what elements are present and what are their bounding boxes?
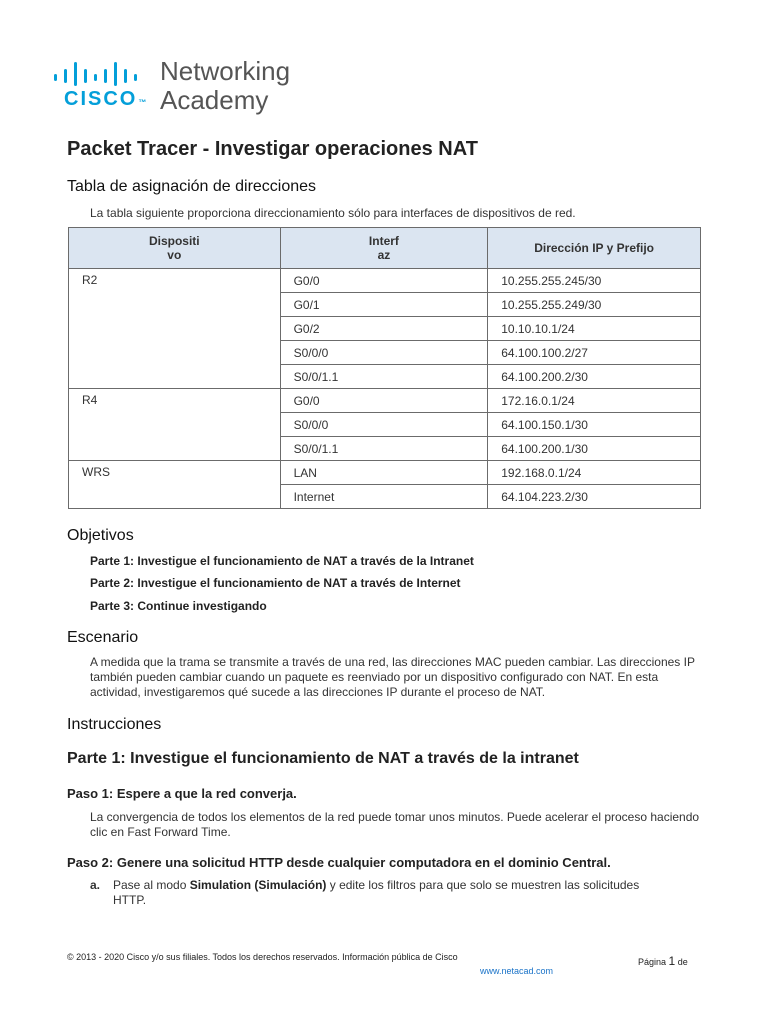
ip-cell: 172.16.0.1/24 bbox=[488, 389, 701, 413]
interface-cell: Internet bbox=[280, 485, 488, 509]
objective-item: Parte 1: Investigue el funcionamiento de NAT a través de la Intranet bbox=[90, 554, 474, 568]
address-table-heading: Tabla de asignación de direcciones bbox=[67, 178, 317, 195]
scenario-paragraph: A medida que la trama se transmite a través de una red, las direcciones MAC pueden cambiar. Las direcciones IP también pueden cambiar cuando un paquete es reenviado por un dispositivo configurado con NAT. En esta actividad, investigaremos qué sucede a las direcciones IP durante el proceso de NAT. bbox=[90, 655, 695, 699]
ip-cell: 64.100.150.1/30 bbox=[488, 413, 701, 437]
interface-cell: S0/0/1.1 bbox=[280, 437, 488, 461]
interface-cell: G0/1 bbox=[280, 293, 488, 317]
objective-item: Parte 3: Continue investigando bbox=[90, 599, 267, 613]
list-marker: a. bbox=[90, 878, 101, 892]
ip-cell: 64.100.200.1/30 bbox=[488, 437, 701, 461]
table-header-row bbox=[69, 228, 701, 269]
list-item-text: Pase al modo Simulation (Simulación) y edite los filtros para que solo se muestren las solicitudes HTTP. bbox=[113, 878, 640, 907]
ip-cell: 10.255.255.249/30 bbox=[488, 293, 701, 317]
ip-cell: 10.10.10.1/24 bbox=[488, 317, 701, 341]
objectives-heading: Objetivos bbox=[67, 527, 134, 544]
device-cell: R2 bbox=[69, 269, 281, 389]
address-table bbox=[68, 227, 701, 509]
part1-heading: Parte 1: Investigue el funcionamiento de NAT a través de la intranet bbox=[67, 750, 579, 767]
footer-copyright: © 2013 - 2020 Cisco y/o sus filiales. Todos los derechos reservados. Información pública de Cisco bbox=[67, 952, 458, 962]
cisco-wordmark: CISCO™ bbox=[64, 88, 147, 110]
document-title: Packet Tracer - Investigar operaciones NAT bbox=[67, 138, 478, 160]
step2-list-item bbox=[90, 878, 650, 908]
interface-cell: G0/2 bbox=[280, 317, 488, 341]
col-interface-header: Interf az bbox=[280, 228, 488, 269]
academy-line2: Academy bbox=[160, 85, 269, 115]
interface-cell: G0/0 bbox=[280, 389, 488, 413]
ip-cell: 10.255.255.245/30 bbox=[488, 269, 701, 293]
table-row bbox=[69, 389, 701, 413]
ip-cell: 192.168.0.1/24 bbox=[488, 461, 701, 485]
table-row bbox=[69, 461, 701, 485]
ip-cell: 64.100.200.2/30 bbox=[488, 365, 701, 389]
cisco-bars-icon bbox=[52, 62, 144, 86]
scenario-heading: Escenario bbox=[67, 629, 139, 646]
table-row bbox=[69, 269, 701, 293]
interface-cell: LAN bbox=[280, 461, 488, 485]
col-device-header: Dispositi vo bbox=[69, 228, 281, 269]
academy-line1: Networking bbox=[160, 56, 291, 86]
step1-heading: Paso 1: Espere a que la red converja. bbox=[67, 786, 297, 801]
col-ip-header: Dirección IP y Prefijo bbox=[488, 228, 701, 269]
footer-page-number: Página 1 de bbox=[638, 954, 688, 968]
ip-cell: 64.104.223.2/30 bbox=[488, 485, 701, 509]
device-cell: R4 bbox=[69, 389, 281, 461]
objective-item: Parte 2: Investigue el funcionamiento de NAT a través de Internet bbox=[90, 576, 461, 590]
footer-link[interactable]: www.netacad.com bbox=[480, 966, 554, 976]
ip-cell: 64.100.100.2/27 bbox=[488, 341, 701, 365]
address-table-intro: La tabla siguiente proporciona direccionamiento sólo para interfaces de dispositivos de red. bbox=[90, 206, 576, 220]
interface-cell: S0/0/0 bbox=[280, 341, 488, 365]
step2-heading: Paso 2: Genere una solicitud HTTP desde cualquier computadora en el dominio Central. bbox=[67, 855, 611, 870]
instructions-heading: Instrucciones bbox=[67, 716, 162, 733]
step1-paragraph: La convergencia de todos los elementos de la red puede tomar unos minutos. Puede acelerar el proceso haciendo clic en Fast Forward Time. bbox=[90, 810, 700, 839]
networking-academy-logo bbox=[52, 58, 312, 118]
interface-cell: S0/0/0 bbox=[280, 413, 488, 437]
interface-cell: G0/0 bbox=[280, 269, 488, 293]
device-cell: WRS bbox=[69, 461, 281, 509]
interface-cell: S0/0/1.1 bbox=[280, 365, 488, 389]
